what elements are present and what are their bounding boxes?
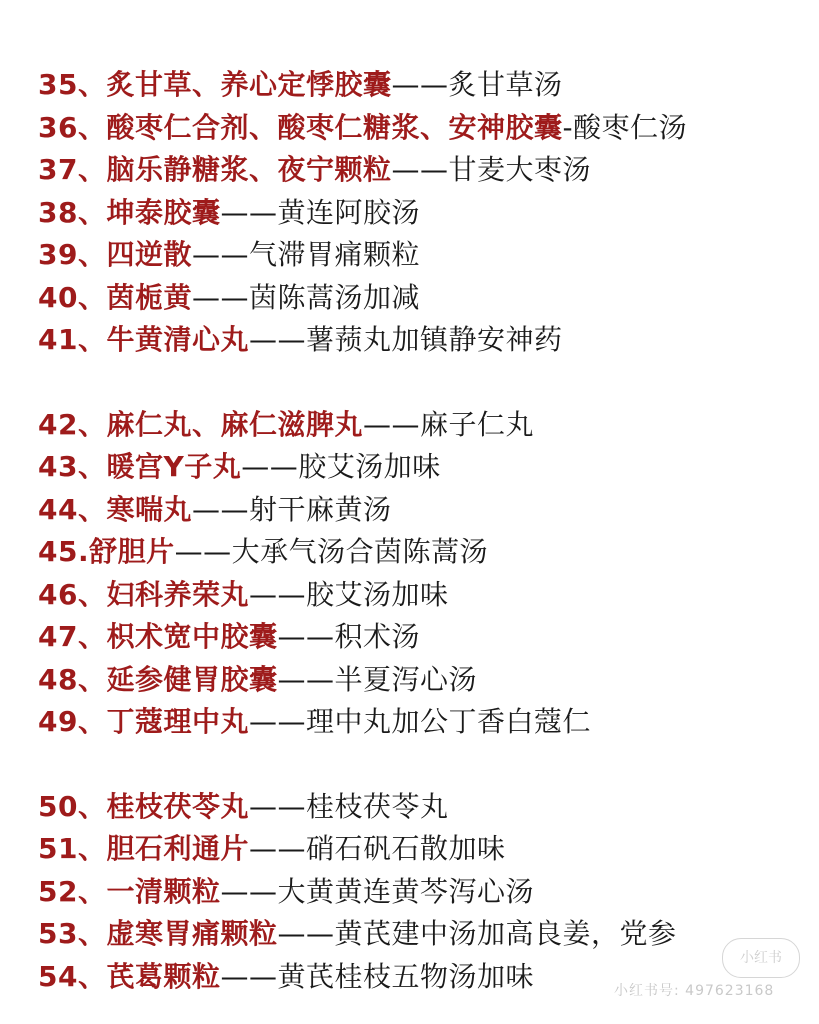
item-number: 48、 <box>38 662 107 696</box>
list-item <box>38 319 808 362</box>
item-number: 45. <box>38 535 90 568</box>
item-formula: -酸枣仁汤 <box>562 110 688 144</box>
item-medicine: 一清颗粒 <box>106 874 221 908</box>
item-number: 36、 <box>38 110 107 144</box>
item-formula: ——大黄黄连黄芩泻心汤 <box>220 874 534 908</box>
item-medicine: 坤泰胶囊 <box>106 195 221 229</box>
watermark-id: 小红书号: 497623168 <box>614 983 775 999</box>
item-number: 43、 <box>38 450 107 483</box>
formula-list <box>38 64 808 998</box>
item-formula: ——硝石矾石散加味 <box>248 832 506 865</box>
list-item <box>38 871 808 914</box>
item-formula: ——理中丸加公丁香白蔻仁 <box>248 705 591 738</box>
list-item <box>38 277 808 320</box>
item-formula: ——胶艾汤加味 <box>248 577 449 611</box>
list-item <box>38 64 808 107</box>
item-number: 53、 <box>38 917 107 950</box>
item-medicine: 丁蔻理中丸 <box>106 705 249 738</box>
item-number: 54、 <box>38 959 107 993</box>
list-item <box>38 234 808 277</box>
item-formula: ——甘麦大枣汤 <box>391 153 591 186</box>
item-number: 42、 <box>38 407 107 441</box>
item-medicine: 四逆散 <box>106 238 192 271</box>
item-medicine: 桂枝茯苓丸 <box>106 789 249 823</box>
list-item <box>38 574 808 617</box>
item-number: 35、 <box>38 68 107 101</box>
item-number: 46、 <box>38 577 107 611</box>
list-item <box>38 659 808 702</box>
list-item <box>38 149 808 192</box>
item-formula: ——大承气汤合茵陈蒿汤 <box>174 535 489 568</box>
list-group-1 <box>38 64 808 362</box>
item-formula: ——半夏泻心汤 <box>277 662 477 696</box>
item-formula: ——气滞胃痛颗粒 <box>191 238 420 271</box>
item-medicine: 芪葛颗粒 <box>106 959 221 993</box>
item-number: 44、 <box>38 492 107 526</box>
item-medicine: 妇科养荣丸 <box>106 577 249 611</box>
item-medicine: 炙甘草、养心定悸胶囊 <box>106 68 392 101</box>
item-formula: ——射干麻黄汤 <box>191 492 392 526</box>
list-item <box>38 489 808 532</box>
item-number: 49、 <box>38 705 107 738</box>
list-group-2 <box>38 404 808 744</box>
item-medicine: 牛黄清心丸 <box>106 323 249 356</box>
item-number: 51、 <box>38 832 107 865</box>
item-medicine: 延参健胃胶囊 <box>106 662 278 696</box>
item-formula: ——胶艾汤加味 <box>241 450 441 483</box>
list-item <box>38 531 808 574</box>
item-medicine: 枳术宽中胶囊 <box>106 620 278 653</box>
item-number: 41、 <box>38 323 107 356</box>
item-formula: ——薯蓣丸加镇静安神药 <box>248 323 563 356</box>
item-formula: ——黄芪桂枝五物汤加味 <box>220 959 534 993</box>
item-number: 40、 <box>38 280 107 314</box>
list-item <box>38 404 808 447</box>
item-number: 39、 <box>38 238 107 271</box>
list-item <box>38 828 808 871</box>
list-item <box>38 616 808 659</box>
watermark-logo: 小红书 <box>722 938 800 978</box>
list-item <box>38 786 808 829</box>
item-formula: ——茵陈蒿汤加减 <box>191 280 420 314</box>
item-medicine: 胆石利通片 <box>106 832 249 865</box>
item-medicine: 麻仁丸、麻仁滋脾丸 <box>106 407 363 441</box>
item-formula: ——黄连阿胶汤 <box>220 195 420 229</box>
item-formula: ——积术汤 <box>277 620 420 653</box>
item-number: 37、 <box>38 153 107 186</box>
item-medicine: 脑乐静糖浆、夜宁颗粒 <box>106 153 392 186</box>
item-formula: ——桂枝茯苓丸 <box>248 789 449 823</box>
item-number: 38、 <box>38 195 107 229</box>
item-medicine: 茵栀黄 <box>106 280 192 314</box>
list-item <box>38 107 808 150</box>
item-formula: ——黄芪建中汤加高良姜，党参 <box>277 917 677 950</box>
item-medicine: 寒喘丸 <box>106 492 192 526</box>
item-number: 50、 <box>38 789 107 823</box>
item-medicine: 暖宫Y子丸 <box>106 450 242 483</box>
list-group-3 <box>38 786 808 999</box>
item-formula: ——麻子仁丸 <box>362 407 534 441</box>
item-medicine: 虚寒胃痛颗粒 <box>106 917 278 950</box>
item-medicine: 酸枣仁合剂、酸枣仁糖浆、安神胶囊 <box>106 110 563 144</box>
item-number: 52、 <box>38 874 107 908</box>
item-formula: ——炙甘草汤 <box>391 68 563 101</box>
list-item <box>38 701 808 744</box>
item-medicine: 舒胆片 <box>89 535 175 568</box>
list-item <box>38 192 808 235</box>
list-item <box>38 913 808 956</box>
item-number: 47、 <box>38 620 107 653</box>
list-item <box>38 446 808 489</box>
